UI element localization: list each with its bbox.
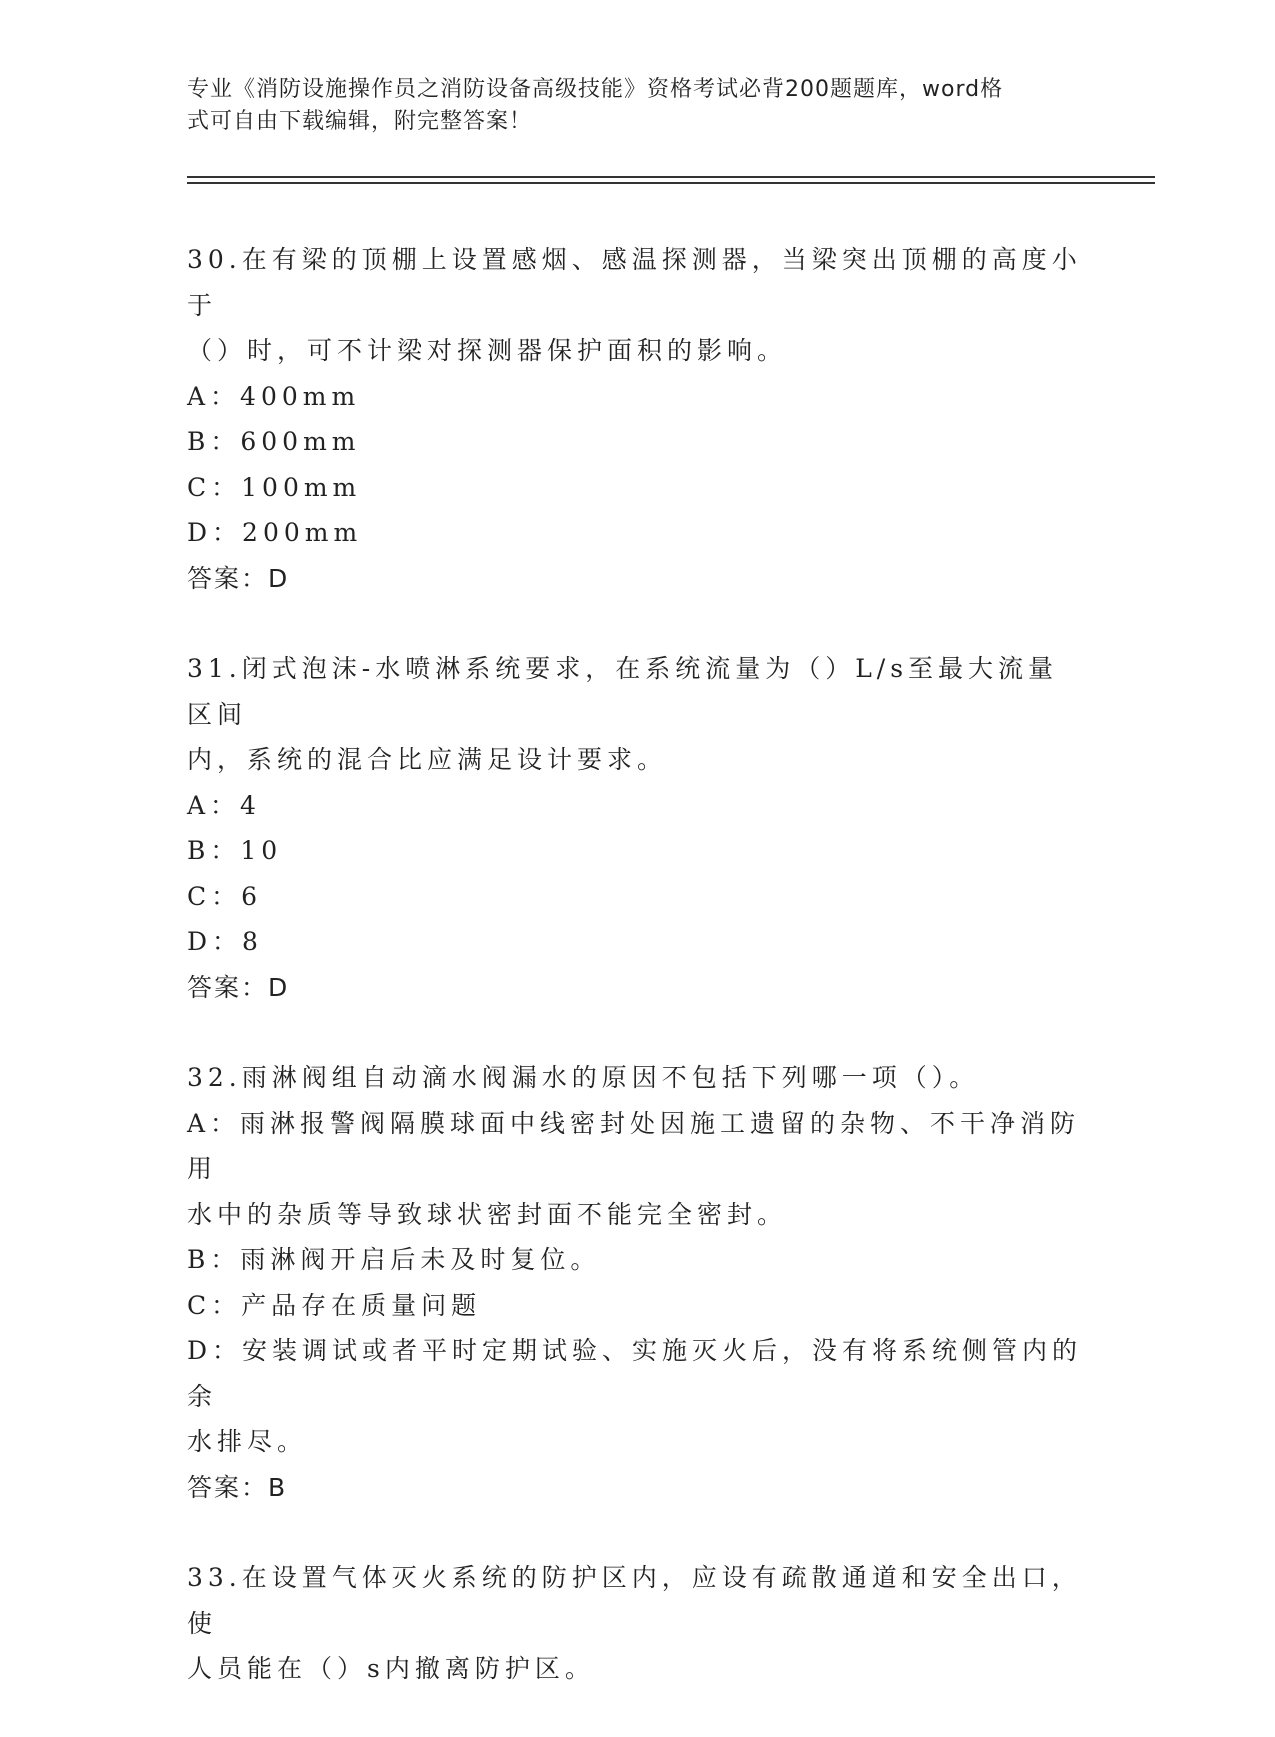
option-c: C：6 — [187, 881, 263, 911]
question-stem-line: 32.雨淋阀组自动滴水阀漏水的原因不包括下列哪一项（）。 — [187, 1063, 980, 1092]
question-stem-line: （）时，可不计梁对探测器保护面积的影响。 — [187, 336, 788, 365]
option-d: D：安装调试或者平时定期试验、实施灭火后，没有将系统侧管内的余 — [187, 1336, 1083, 1411]
header-line-2: 式可自由下载编辑，附完整答案！ — [187, 109, 533, 134]
option-c: C：100mm — [187, 472, 362, 502]
option-a: A：雨淋报警阀隔膜球面中线密封处因施工遗留的杂物、不干净消防用 — [187, 1108, 1081, 1183]
header-divider-top — [187, 176, 1155, 178]
question-stem-line: 内，系统的混合比应满足设计要求。 — [187, 745, 668, 774]
document-header — [187, 74, 1067, 138]
option-a-continued: 水中的杂质等导致球状密封面不能完全密封。 — [187, 1199, 788, 1229]
header-divider-bottom — [187, 182, 1155, 184]
question-30 — [187, 237, 1087, 601]
answer-label: 答案：D — [187, 972, 290, 1002]
option-d: D：8 — [187, 927, 263, 956]
question-list — [187, 237, 1087, 1737]
option-a: A：4 — [187, 790, 261, 820]
option-c: C：产品存在质量问题 — [187, 1290, 482, 1320]
option-a: A：400mm — [187, 381, 361, 411]
answer-label: 答案：D — [187, 563, 290, 593]
question-32 — [187, 1055, 1087, 1510]
answer-label: 答案：B — [187, 1472, 288, 1502]
question-stem-line: 人员能在（）s内撤离防护区。 — [187, 1654, 595, 1683]
question-stem-line: 33.在设置气体灭火系统的防护区内，应设有疏散通道和安全出口，使 — [187, 1563, 1082, 1638]
header-line-1: 专业《消防设施操作员之消防设备高级技能》资格考试必背200题题库，word格 — [187, 77, 1004, 102]
option-b: B：600mm — [187, 427, 361, 456]
option-b: B：雨淋阀开启后未及时复位。 — [187, 1245, 601, 1274]
option-d-continued: 水排尽。 — [187, 1427, 308, 1456]
option-b: B：10 — [187, 836, 283, 865]
question-33 — [187, 1555, 1087, 1692]
question-stem-line: 30.在有梁的顶棚上设置感烟、感温探测器，当梁突出顶棚的高度小于 — [187, 245, 1082, 320]
question-stem-line: 31.闭式泡沫-水喷淋系统要求，在系统流量为（）L/s至最大流量区间 — [187, 654, 1059, 729]
question-31 — [187, 646, 1087, 1010]
option-d: D：200mm — [187, 518, 363, 547]
